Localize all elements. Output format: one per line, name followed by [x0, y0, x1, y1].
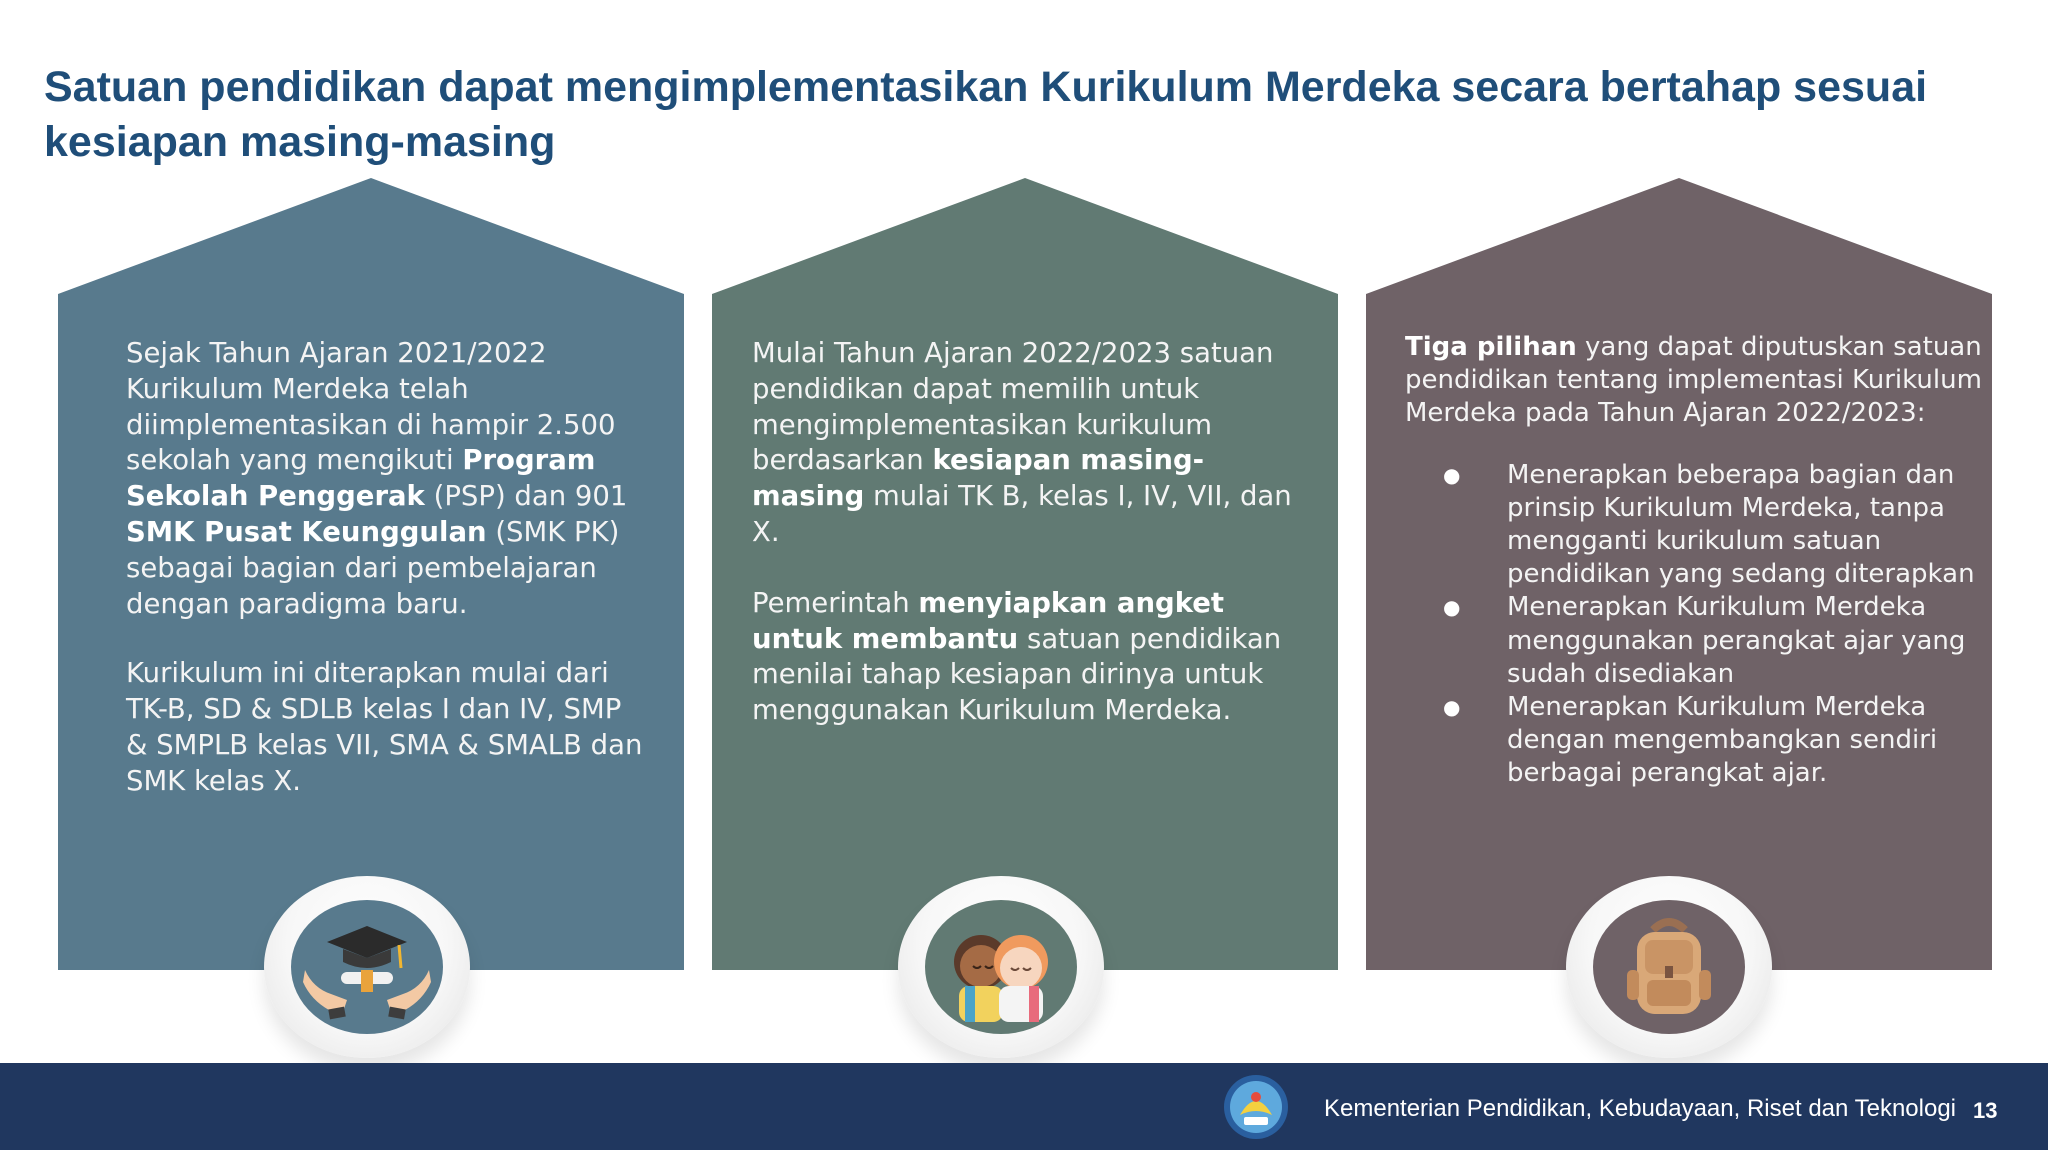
panel-readiness	[712, 178, 1338, 970]
panel-psp	[58, 178, 684, 970]
panel-readiness-text	[752, 336, 1312, 729]
ministry-name: Kementerian Pendidikan, Kebudayaan, Riset dan Teknologi	[1324, 1095, 1956, 1122]
panel-psp-paragraph-1: Sejak Tahun Ajaran 2021/2022 Kurikulum Merdeka telah diimplementasikan di hampir 2.500 sekolah yang mengikuti Program Sekolah Penggerak (PSP) dan 901 SMK Pusat Keunggulan (SMK PK) sebagai bagian dari pembelajaran dengan paradigma baru.	[126, 337, 628, 620]
graduation-cap-hands-icon	[291, 900, 443, 1034]
list-item: ● Menerapkan beberapa bagian dan prinsip Kurikulum Merdeka, tanpa mengganti kurikulum satuan pendidikan yang sedang diterapkan	[1405, 459, 1985, 592]
graduation-badge	[264, 876, 470, 1058]
panel-three-options-text	[1405, 331, 1985, 791]
panel-psp-paragraph-2: Kurikulum ini diterapkan mulai dari TK-B, SD & SDLB kelas I dan IV, SMP & SMPLB kelas VII, SMA & SMALB dan SMK kelas X.	[126, 657, 643, 797]
list-item: ● Menerapkan Kurikulum Merdeka menggunakan perangkat ajar yang sudah disediakan	[1405, 591, 1985, 691]
backpack-icon	[1593, 900, 1745, 1034]
panel-psp-text	[126, 336, 646, 800]
page-number: 13	[1973, 1098, 1998, 1123]
panel-three-options	[1366, 178, 1992, 970]
slide-title: Satuan pendidikan dapat mengimplementasikan Kurikulum Merdeka secara bertahap sesuai kesiapan masing-masing	[44, 63, 1928, 166]
panel-readiness-paragraph-1: Mulai Tahun Ajaran 2022/2023 satuan pendidikan dapat memilih untuk mengimplementasikan kurikulum berdasarkan kesiapan masing-masing mulai TK B, kelas I, IV, VII, dan X.	[752, 337, 1292, 548]
list-item: ● Menerapkan Kurikulum Merdeka dengan mengembangkan sendiri berbagai perangkat ajar.	[1405, 691, 1985, 791]
tut-wuri-handayani-logo	[1222, 1073, 1290, 1141]
panel-readiness-paragraph-2: Pemerintah menyiapkan angket untuk membantu satuan pendidikan menilai tahap kesiapan dirinya untuk menggunakan Kurikulum Merdeka.	[752, 586, 1282, 727]
backpack-badge	[1566, 876, 1772, 1058]
footer-bar	[0, 1063, 2048, 1150]
students-badge	[898, 876, 1104, 1058]
panel-three-options-intro: Tiga pilihan yang dapat diputuskan satuan pendidikan tentang implementasi Kurikulum Merdeka pada Tahun Ajaran 2022/2023:	[1405, 332, 1982, 429]
options-list	[1405, 459, 1985, 791]
students-icon	[925, 900, 1077, 1034]
